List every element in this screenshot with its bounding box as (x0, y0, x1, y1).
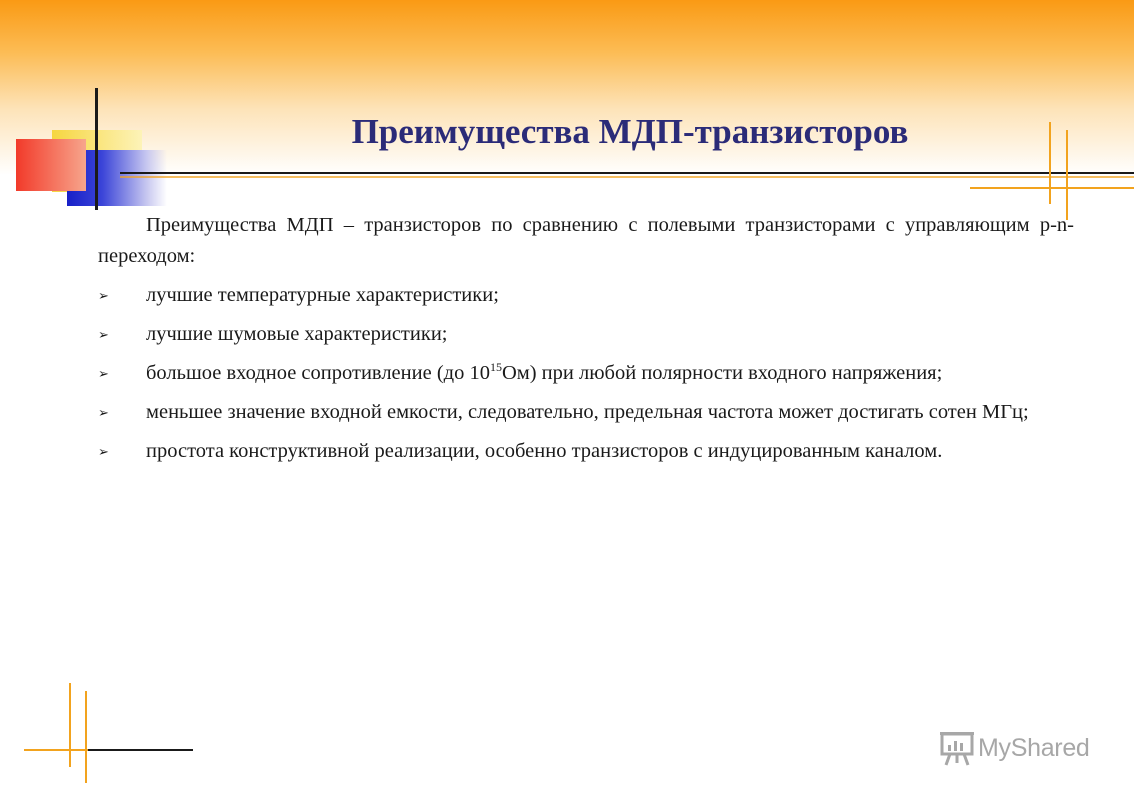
decor-gold-vertical-2 (1066, 130, 1068, 220)
list-item: ➢ лучшие температурные характеристики; (98, 280, 1074, 311)
intro-paragraph: Преимущества МДП – транзисторов по сравнению с полевыми транзисторами с управляющим p-n-переходом: (98, 214, 1074, 267)
decor-gold-horizontal (970, 187, 1134, 189)
exponent: 15 (489, 360, 502, 374)
arrow-bullet-icon: ➢ (98, 328, 109, 343)
arrow-bullet-icon: ➢ (98, 445, 109, 460)
slide-body (98, 210, 1074, 475)
decor-bottom-gold-vertical-2 (85, 691, 87, 783)
decor-gold-vertical (1049, 122, 1051, 204)
arrow-bullet-icon: ➢ (98, 367, 109, 382)
decor-vertical-line (95, 88, 98, 210)
arrow-bullet-icon: ➢ (98, 289, 109, 304)
arrow-bullet-icon: ➢ (98, 406, 109, 421)
list-item: ➢ меньшее значение входной емкости, следовательно, предельная частота может достигать сотен МГц; (98, 397, 1074, 428)
title-underline-gold (120, 176, 1134, 178)
decor-bottom-black-horizontal (88, 749, 193, 751)
decor-red-square (16, 139, 86, 191)
decor-bottom-gold-vertical (69, 683, 71, 767)
slide-title: Преимущества МДП-транзисторов (351, 112, 909, 151)
brand-label: MyShared (978, 733, 1090, 762)
list-item: ➢ большое входное сопротивление (до $10^{15}Ом$) при любой полярности входного напряжения; (98, 358, 1074, 389)
title-underline (120, 172, 1134, 174)
list-item: ➢ лучшие шумовые характеристики; (98, 319, 1074, 350)
presentation-board-icon (940, 730, 974, 766)
list-item: ➢ простота конструктивной реализации, особенно транзисторов с индуцированным каналом. (98, 436, 1074, 467)
myshared-watermark[interactable] (940, 728, 1090, 768)
